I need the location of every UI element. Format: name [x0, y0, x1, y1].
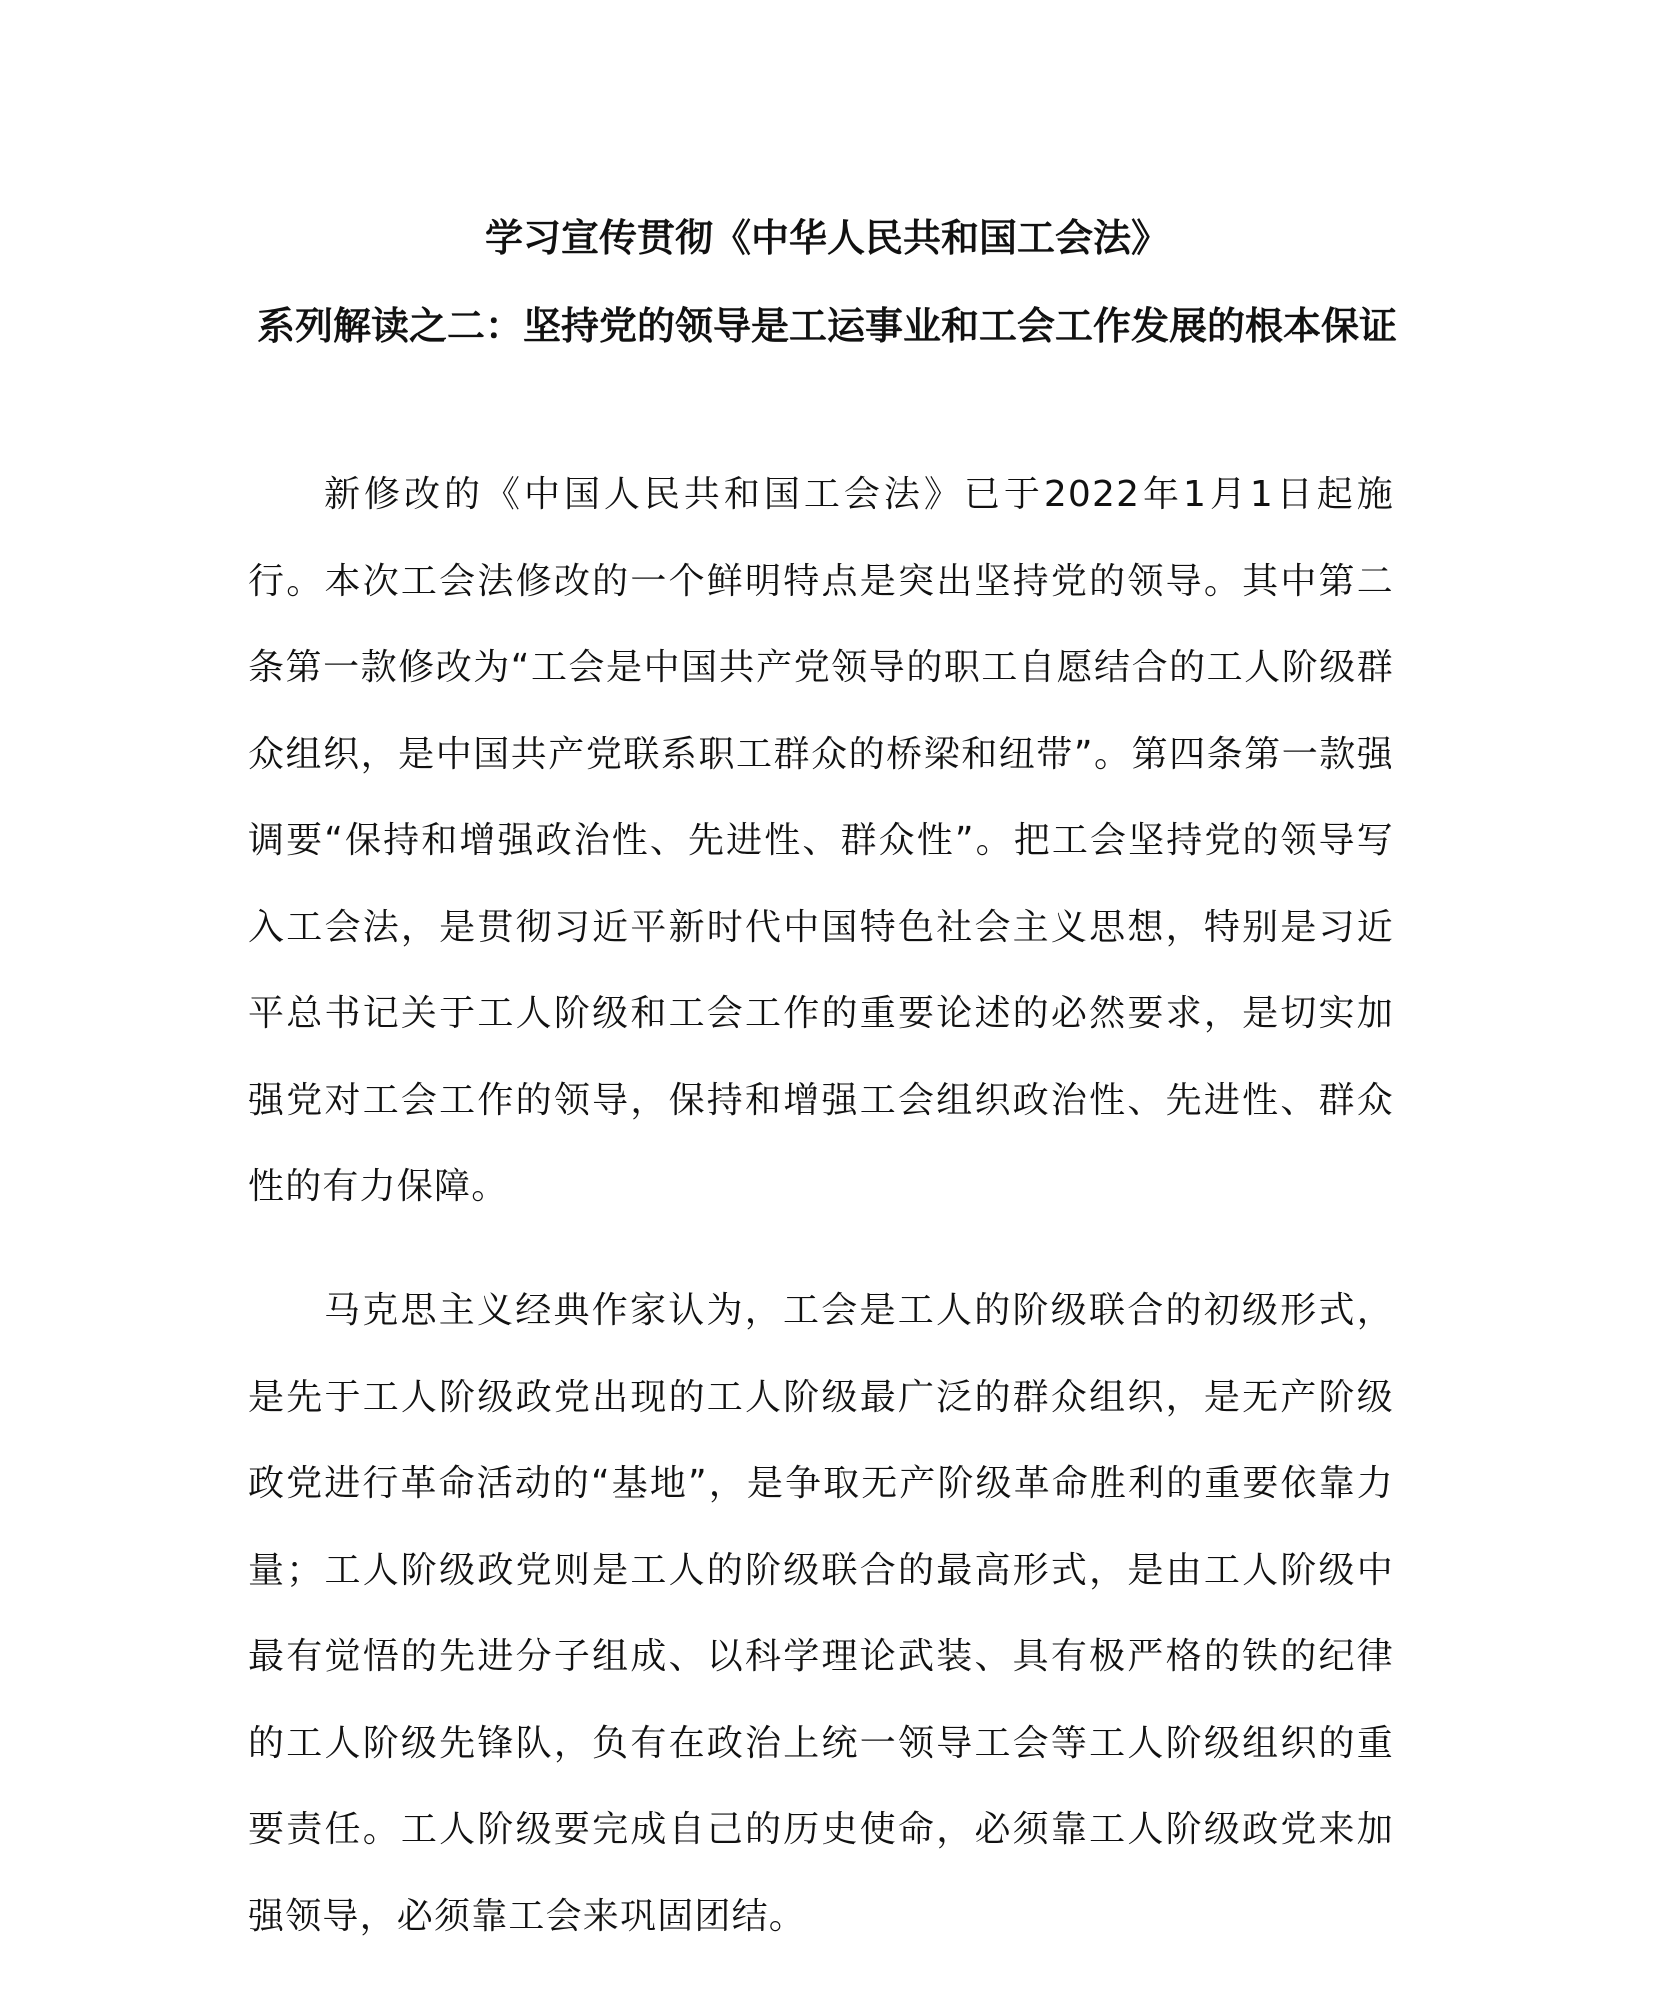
document-subtitle: 系列解读之二：坚持党的领导是工运事业和工会工作发展的根本保证	[256, 304, 1397, 348]
body-paragraph-1: 新修改的《中国人民共和国工会法》已于2022年1月1日起施行。本次工会法修改的一个鲜明特点是突出坚持党的领导。其中第二条第一款修改为“工会是中国共产党领导的职工自愿结合的工人阶级群众组织，是中国共产党联系职工群众的桥梁和纽带”。第四条第一款强调要“保持和增强政治性、先进性、群众性”。把工会坚持党的领导写入工会法，是贯彻习近平新时代中国特色社会主义思想，特别是习近平总书记关于工人阶级和工会工作的重要论述的必然要求，是切实加强党对工会工作的领导，保持和增强工会组织政治性、先进性、群众性的有力保障。	[248, 474, 1394, 1207]
document-title: 学习宣传贯彻《中华人民共和国工会法》	[484, 216, 1169, 260]
body-paragraph-2: 马克思主义经典作家认为，工会是工人的阶级联合的初级形式，是先于工人阶级政党出现的工人阶级最广泛的群众组织，是无产阶级政党进行革命活动的“基地”，是争取无产阶级革命胜利的重要依靠力量；工人阶级政党则是工人的阶级联合的最高形式，是由工人阶级中最有觉悟的先进分子组成、以科学理论武装、具有极严格的铁的纪律的工人阶级先锋队，负有在政治上统一领导工会等工人阶级组织的重要责任。工人阶级要完成自己的历史使命，必须靠工人阶级政党来加强领导，必须靠工会来巩固团结。	[248, 1290, 1394, 1937]
